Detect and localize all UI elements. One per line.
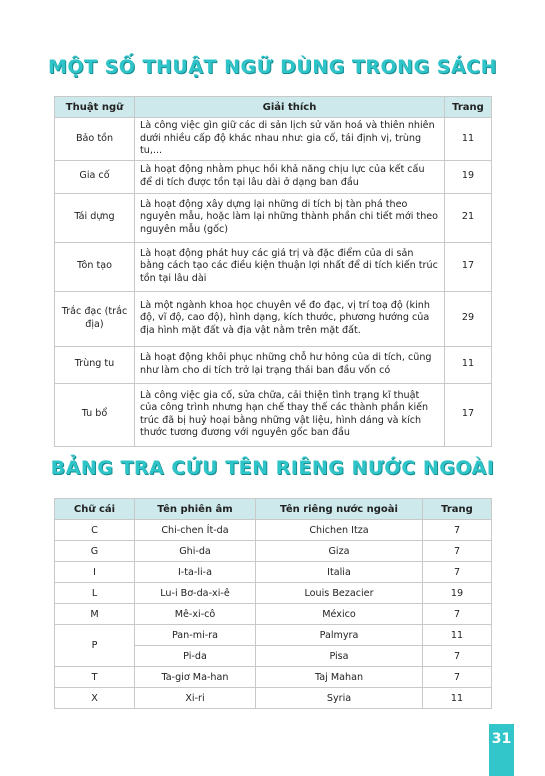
transliteration-cell: Mê-xi-cô: [135, 604, 256, 625]
transliteration-cell: Ghi-da: [135, 541, 256, 562]
letter-cell: X: [55, 688, 135, 709]
table-row: [55, 604, 492, 625]
letter-cell: P: [55, 625, 135, 667]
letter-cell: M: [55, 604, 135, 625]
table-row: [55, 562, 492, 583]
original-name-cell: México: [256, 604, 423, 625]
page-cell: 11: [445, 118, 492, 161]
transliteration-cell: Lu-i Bơ-da-xi-ê: [135, 583, 256, 604]
page-cell: 11: [445, 346, 492, 383]
explanation-column-header: Giải thích: [135, 97, 445, 118]
explanation-cell: Là hoạt động phát huy các giá trị và đặc điểm của di sản bằng cách tạo các điều kiện thuận lợi nhất để di tích kiến trúc tồn tại lâu dài: [135, 242, 445, 291]
table-row: [55, 667, 492, 688]
page-cell: 17: [445, 383, 492, 446]
terms-section-title: MỘT SỐ THUẬT NGỮ DÙNG TRONG SÁCH: [47, 56, 498, 78]
table-row: [55, 160, 492, 193]
page-cell: 19: [445, 160, 492, 193]
original-name-cell: Palmyra: [256, 625, 423, 646]
original-name-cell: Italia: [256, 562, 423, 583]
explanation-cell: Là công việc gia cố, sửa chữa, cải thiện tình trạng kĩ thuật của công trình nhưng hạn chế thay thế các thành phần kiến trúc đã bị huỷ hoại bằng những vật liệu, hình dáng và kích thước tương đương với nguyên gốc ban đầu: [135, 383, 445, 446]
original-name-cell: Taj Mahan: [256, 667, 423, 688]
table-row: [55, 346, 492, 383]
original-name-cell: Syria: [256, 688, 423, 709]
page-cell: 17: [445, 242, 492, 291]
term-cell: Tu bổ: [55, 383, 135, 446]
explanation-cell: Là hoạt động xây dựng lại những di tích bị tàn phá theo nguyên mẫu, hoặc làm lại những thành phần chi tiết mới theo nguyên mẫu (gốc): [135, 193, 445, 242]
original-name-cell: Pisa: [256, 646, 423, 667]
table-row: [55, 193, 492, 242]
page-cell: 7: [423, 541, 492, 562]
page-cell: 7: [423, 646, 492, 667]
page-number: 31: [489, 724, 514, 776]
transliteration-cell: Ta-giơ Ma-han: [135, 667, 256, 688]
page-cell: 29: [445, 291, 492, 346]
transliteration-cell: Chi-chen Ít-da: [135, 520, 256, 541]
letter-cell: T: [55, 667, 135, 688]
table-row: [55, 291, 492, 346]
foreign-names-table: [54, 498, 492, 709]
table-row: [55, 688, 492, 709]
transliteration-cell: Xi-ri: [135, 688, 256, 709]
explanation-cell: Là hoạt động nhằm phục hồi khả năng chịu lực của kết cấu để di tích được tồn tại lâu dài ở dạng ban đầu: [135, 160, 445, 193]
table-row: [55, 625, 492, 646]
transliteration-column-header: Tên phiên âm: [135, 499, 256, 520]
page-cell: 21: [445, 193, 492, 242]
page-cell: 11: [423, 625, 492, 646]
page-cell: 19: [423, 583, 492, 604]
transliteration-cell: I-ta-li-a: [135, 562, 256, 583]
original-name-column-header: Tên riêng nước ngoài: [256, 499, 423, 520]
page-cell: 7: [423, 604, 492, 625]
term-cell: Trùng tu: [55, 346, 135, 383]
explanation-cell: Là công việc gìn giữ các di sản lịch sử văn hoá và thiên nhiên dưới nhiều cấp độ khác nhau như: gia cố, tái định vị, trùng tu,...: [135, 118, 445, 161]
letter-cell: I: [55, 562, 135, 583]
page-cell: 7: [423, 667, 492, 688]
table-row: [55, 118, 492, 161]
page-cell: 7: [423, 520, 492, 541]
terms-table: [54, 96, 492, 447]
original-name-cell: Louis Bezacier: [256, 583, 423, 604]
names-header-row: [55, 499, 492, 520]
term-column-header: Thuật ngữ: [55, 97, 135, 118]
table-row: [55, 583, 492, 604]
original-name-cell: Giza: [256, 541, 423, 562]
letter-column-header: Chữ cái: [55, 499, 135, 520]
page-cell: 11: [423, 688, 492, 709]
names-section-title: BẢNG TRA CỨU TÊN RIÊNG NƯỚC NGOÀI: [50, 457, 495, 479]
transliteration-cell: Pi-da: [135, 646, 256, 667]
letter-cell: C: [55, 520, 135, 541]
term-cell: Trắc đạc (trắc địa): [55, 291, 135, 346]
explanation-cell: Là hoạt động khôi phục những chỗ hư hỏng của di tích, cũng như làm cho di tích trở lại trạng thái ban đầu vốn có: [135, 346, 445, 383]
table-row: [55, 242, 492, 291]
page-cell: 7: [423, 562, 492, 583]
table-row: [55, 541, 492, 562]
table-row: [55, 383, 492, 446]
table-row: [55, 520, 492, 541]
explanation-cell: Là một ngành khoa học chuyên về đo đạc, vị trí toạ độ (kinh độ, vĩ độ, cao độ), hình dạng, kích thước, phương hướng của địa hình mặt đất và địa vật nằm trên mặt đất.: [135, 291, 445, 346]
transliteration-cell: Pan-mi-ra: [135, 625, 256, 646]
term-cell: Gia cố: [55, 160, 135, 193]
term-cell: Bảo tồn: [55, 118, 135, 161]
letter-cell: L: [55, 583, 135, 604]
term-cell: Tôn tạo: [55, 242, 135, 291]
term-cell: Tái dựng: [55, 193, 135, 242]
original-name-cell: Chichen Itza: [256, 520, 423, 541]
page-column-header: Trang: [423, 499, 492, 520]
terms-header-row: [55, 97, 492, 118]
page-column-header: Trang: [445, 97, 492, 118]
letter-cell: G: [55, 541, 135, 562]
